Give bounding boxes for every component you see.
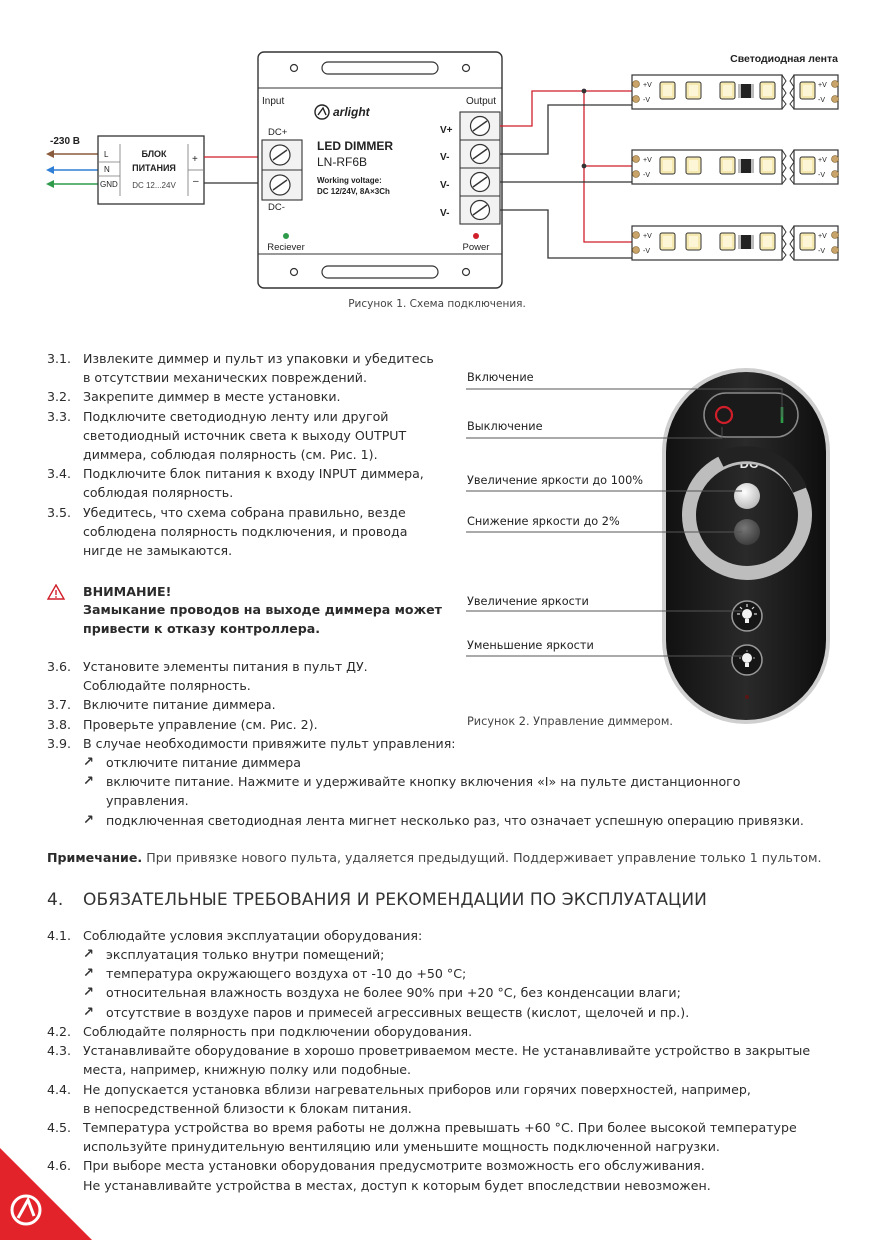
bullet-arrow-icon: ↗ xyxy=(83,755,94,770)
out-term-label-4: V- xyxy=(440,208,450,219)
strip-minus-label: -V xyxy=(818,97,825,104)
bullet-text: эксплуатация только внутри помещений; xyxy=(106,947,385,962)
note-text: При привязке нового пульта, удаляется предыдущий. Поддерживает управление только 1 пультом. xyxy=(142,850,822,865)
strip-plus-label: +V xyxy=(818,157,827,164)
step-text: Устанавливайте оборудование в хорошо проветриваемом месте. Не устанавливайте устройство в закрытые xyxy=(83,1043,811,1059)
led-strip xyxy=(632,75,839,109)
bullet-arrow-icon: ↗ xyxy=(83,947,94,962)
strip-minus-label: -V xyxy=(643,172,650,179)
bullet-arrow-icon: ↗ xyxy=(83,1004,94,1020)
step-number: 3.7. xyxy=(47,697,72,713)
bullet-text: отсутствие в воздухе паров и примесей агрессивных веществ (кислот, щелочей и пр.). xyxy=(106,1004,690,1020)
strip-plus-label: +V xyxy=(818,82,827,89)
step-number: 3.4. xyxy=(47,466,72,482)
remote-label-on: Включение xyxy=(467,371,534,384)
model-name: LN-RF6B xyxy=(317,155,368,169)
step-text: Соблюдайте полярность при подключении оборудования. xyxy=(83,1024,473,1039)
dc-plus-label: DC+ xyxy=(268,127,288,138)
warning-title: ВНИМАНИЕ! xyxy=(83,584,172,599)
remote-label-up: Увеличение яркости xyxy=(467,595,589,608)
strip-minus-label: -V xyxy=(818,172,825,179)
psu-minus: – xyxy=(193,176,199,187)
led-strip xyxy=(632,226,839,260)
psu-title-1: БЛОК xyxy=(141,149,167,159)
remote-label-min: Снижение яркости до 2% xyxy=(467,515,620,528)
step-number: 3.1. xyxy=(47,351,72,366)
step-text: Подключите блок питания к входу INPUT диммера, xyxy=(83,466,424,482)
step-text: Извлеките диммер и пульт из упаковки и убедитесь xyxy=(83,351,434,366)
strip-plus-label: +V xyxy=(818,233,827,240)
led-strip-title: Светодиодная лента xyxy=(730,53,838,65)
remote-label-off: Выключение xyxy=(467,420,543,433)
section-4-number: 4. xyxy=(47,890,64,910)
working-voltage-value: DC 12/24V, 8A×3Ch xyxy=(317,187,390,196)
mains-arrows xyxy=(46,150,98,188)
remote-label-down: Уменьшение яркости xyxy=(467,639,594,652)
receiver-label: Reciever xyxy=(267,242,305,253)
step-text: нигде не замыкаются. xyxy=(83,543,233,558)
note-label: Примечание. xyxy=(47,850,143,865)
power-supply-block xyxy=(98,136,204,204)
step-text: Не устанавливайте устройства в местах, доступ к которым будет впоследствии невозможен. xyxy=(83,1177,711,1193)
step-number: 3.9. xyxy=(47,735,72,751)
step-number: 3.3. xyxy=(47,408,72,424)
receiver-led xyxy=(283,233,289,239)
output-wires xyxy=(500,89,634,258)
step-number: 3.8. xyxy=(47,716,72,732)
step-text: соблюдена полярность подключения, и провода xyxy=(83,523,408,539)
bullet-arrow-icon: ↗ xyxy=(83,966,94,982)
step-text: в непосредственной близости к блокам питания. xyxy=(83,1100,412,1116)
step-number: 4.3. xyxy=(47,1043,72,1059)
dimmer-device xyxy=(258,52,502,288)
step-text: Установите элементы питания в пульт ДУ. xyxy=(83,659,368,674)
power-led xyxy=(473,233,479,239)
wiring-diagram xyxy=(0,0,874,330)
working-voltage-label: Working voltage: xyxy=(317,176,382,185)
out-term-label-3: V- xyxy=(440,180,450,191)
out-term-label-1: V+ xyxy=(440,125,453,136)
remote-label-max: Увеличение яркости до 100% xyxy=(467,474,643,487)
bullet-text: относительная влажность воздуха не более 90% при +20 °С, без конденсации влаги; xyxy=(106,985,681,1001)
psu-terminal-n: N xyxy=(104,165,110,174)
step-text: Проверьте управление (см. Рис. 2). xyxy=(83,716,318,732)
step-text: Соблюдайте полярность. xyxy=(83,678,251,694)
step-text: При выборе места установки оборудования предусмотрите возможность его обслуживания. xyxy=(83,1158,705,1174)
step-text: Температура устройства во время работы не должна превышать +60 °С. При более высокой температуре xyxy=(83,1120,797,1135)
step-number: 3.6. xyxy=(47,659,72,674)
remote-badge: DC xyxy=(739,456,759,471)
mains-label: -230 В xyxy=(50,136,81,147)
dc-minus-label: DC- xyxy=(268,202,285,213)
input-label: Input xyxy=(262,96,285,107)
step-number: 4.5. xyxy=(47,1120,72,1135)
step-number: 4.4. xyxy=(47,1081,72,1097)
warning-line-1: Замыкание проводов на выходе диммера может xyxy=(83,602,442,617)
step-text: Закрепите диммер в месте установки. xyxy=(83,389,341,405)
item-4-1-text: Соблюдайте условия эксплуатации оборудования: xyxy=(83,928,423,943)
section-4-title: ОБЯЗАТЕЛЬНЫЕ ТРЕБОВАНИЯ И РЕКОМЕНДАЦИИ ПО ЭКСПЛУАТАЦИИ xyxy=(83,890,707,910)
warning-line-2: привести к отказу контроллера. xyxy=(83,621,321,636)
step-text: в отсутствии механических повреждений. xyxy=(83,370,367,386)
figure-2-caption: Рисунок 2. Управление диммером. xyxy=(467,715,673,728)
step-number: 4.2. xyxy=(47,1024,72,1039)
figure-1-caption: Рисунок 1. Схема подключения. xyxy=(348,298,526,310)
psu-terminal-l: L xyxy=(104,150,109,159)
bullet-text: подключенная светодиодная лента мигнет несколько раз, что означает успешную операцию привязки. xyxy=(106,812,804,828)
psu-title-2: ПИТАНИЯ xyxy=(132,163,176,173)
strip-plus-label: +V xyxy=(643,233,652,240)
warning-icon xyxy=(47,584,65,600)
output-label: Output xyxy=(465,96,496,107)
bullet-text: управления. xyxy=(106,793,189,809)
strip-minus-label: -V xyxy=(818,248,825,255)
psu-terminal-gnd: GND xyxy=(100,180,118,189)
step-text: светодиодный источник света к выходу OUTPUT xyxy=(83,427,407,443)
step-number: 3.2. xyxy=(47,389,72,405)
bullet-arrow-icon: ↗ xyxy=(83,985,94,1001)
model-title: LED DIMMER xyxy=(317,139,393,153)
power-label: Power xyxy=(462,242,490,253)
item-4-1-number: 4.1. xyxy=(47,928,72,943)
step-text: места, например, книжную полку или подобные. xyxy=(83,1062,412,1078)
step-text: Не допускается установка вблизи нагревательных приборов или горячих поверхностей, например, xyxy=(83,1081,751,1097)
led-strips xyxy=(632,75,839,260)
step-text: Подключите светодиодную ленту или другой xyxy=(83,408,389,424)
step-number: 4.6. xyxy=(47,1158,72,1174)
step-text: соблюдая полярность. xyxy=(83,485,234,501)
corner-logo xyxy=(0,1148,92,1240)
strip-minus-label: -V xyxy=(643,248,650,255)
led-strip xyxy=(632,150,839,184)
bullet-text: температура окружающего воздуха от -10 до +50 °С; xyxy=(106,966,467,982)
step-number: 3.5. xyxy=(47,504,72,520)
psu-spec: DC 12...24V xyxy=(132,181,176,190)
out-term-label-2: V- xyxy=(440,152,450,163)
strip-minus-label: -V xyxy=(643,97,650,104)
step-text: Включите питание диммера. xyxy=(83,697,276,713)
bullet-text: включите питание. Нажмите и удерживайте кнопку включения «I» на пульте дистанционного xyxy=(106,774,741,790)
step-text: используйте принудительную вентиляцию или уменьшите мощность подключенной нагрузки. xyxy=(83,1139,720,1155)
step-text: диммера, соблюдая полярность (см. Рис. 1). xyxy=(83,447,378,462)
strip-plus-label: +V xyxy=(643,157,652,164)
strip-plus-label: +V xyxy=(643,82,652,89)
psu-plus: + xyxy=(192,154,198,165)
note xyxy=(47,848,822,867)
step-text: Убедитесь, что схема собрана правильно, везде xyxy=(83,504,406,520)
bullet-arrow-icon: ↗ xyxy=(83,774,94,790)
step-text: В случае необходимости привяжите пульт управления: xyxy=(83,735,456,751)
bullet-arrow-icon: ↗ xyxy=(83,812,94,828)
bullet-text: отключите питание диммера xyxy=(106,755,302,770)
brand-name: arlight xyxy=(333,105,370,119)
